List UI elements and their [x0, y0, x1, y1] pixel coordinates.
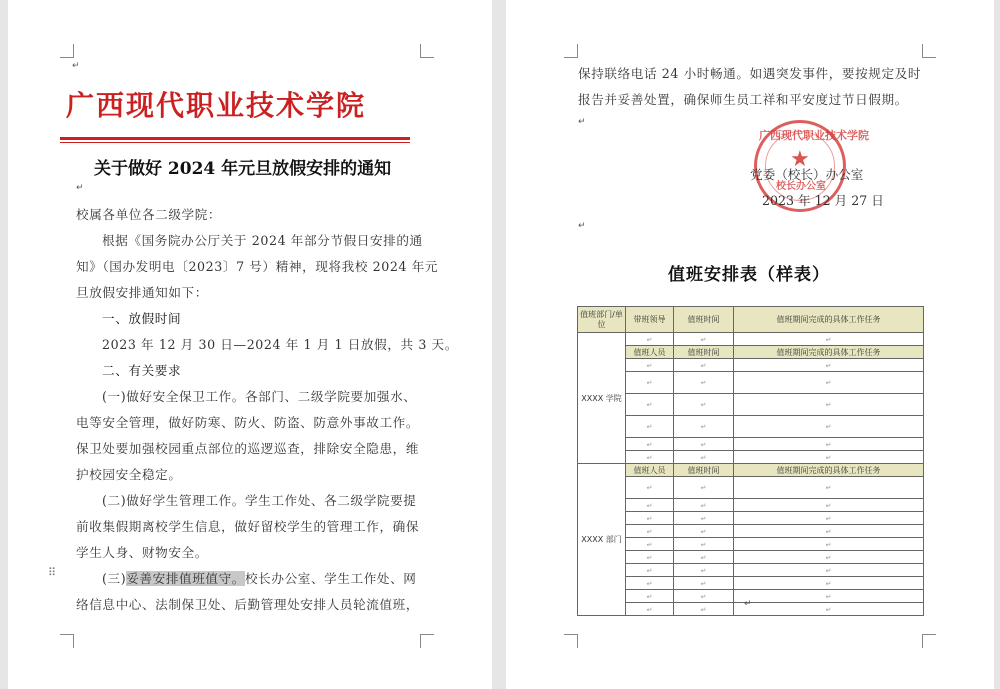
document-page-right	[506, 0, 994, 689]
table-header-row	[578, 307, 924, 333]
requirement-3-line[interactable]	[102, 568, 417, 587]
requirement-3-prefix: (三)	[102, 571, 127, 586]
table-cell[interactable]: ↵	[734, 512, 924, 525]
crop-mark	[60, 44, 74, 58]
table-cell[interactable]: ↵	[626, 333, 674, 346]
table-cell[interactable]: ↵	[674, 451, 734, 464]
table-cell[interactable]: ↵	[674, 438, 734, 451]
subheader-staff[interactable]: 值班人员	[626, 346, 674, 359]
table-cell[interactable]: ↵	[734, 372, 924, 394]
intro-line[interactable]: 根据《国务院办公厅关于 2024 年部分节假日安排的通	[102, 233, 423, 248]
paragraph-mark: ↵	[76, 183, 84, 193]
requirement-2-line[interactable]: 学生人身、财物安全。	[76, 545, 208, 560]
table-cell[interactable]: ↵	[626, 499, 674, 512]
table-row	[578, 499, 924, 512]
table-cell[interactable]: ↵	[626, 438, 674, 451]
table-cell[interactable]: ↵	[626, 525, 674, 538]
duty-schedule-table[interactable]	[577, 306, 924, 616]
table-cell[interactable]: ↵	[674, 499, 734, 512]
table-cell[interactable]: ↵	[674, 590, 734, 603]
table-cell[interactable]: ↵	[626, 477, 674, 499]
table-row	[578, 477, 924, 499]
table-cell[interactable]: ↵	[734, 590, 924, 603]
table-cell[interactable]: ↵	[734, 451, 924, 464]
table-row	[578, 333, 924, 346]
notice-title[interactable]: 关于做好 2024 年元旦放假安排的通知	[94, 159, 392, 179]
table-cell[interactable]: ↵	[674, 538, 734, 551]
table-cell[interactable]: ↵	[734, 333, 924, 346]
header-dept[interactable]: 值班部门/单位	[578, 307, 626, 333]
subheader-task[interactable]: 值班期间完成的具体工作任务	[734, 346, 924, 359]
table-row	[578, 564, 924, 577]
crop-mark	[420, 634, 434, 648]
continued-text-line[interactable]: 报告并妥善处置，确保师生员工祥和平安度过节日假期。	[578, 92, 908, 107]
paragraph-mark: ↵	[744, 599, 752, 609]
subheader-time[interactable]: 值班时间	[674, 346, 734, 359]
subheader-time[interactable]: 值班时间	[674, 464, 734, 477]
requirement-3-line[interactable]: 络信息中心、法制保卫处、后勤管理处安排人员轮流值班，	[76, 597, 420, 612]
continued-text-line[interactable]: 保持联络电话 24 小时畅通。如遇突发事件，要按规定及时	[578, 66, 922, 81]
table-cell[interactable]: ↵	[674, 394, 734, 416]
requirement-2-line[interactable]: (二)做好学生管理工作。学生工作处、各二级学院要提	[102, 493, 417, 508]
group-2-dept-cell[interactable]: XXXX 部门	[578, 464, 626, 616]
table-subheader-row	[578, 464, 924, 477]
school-name-header: 广西现代职业技术学院	[66, 89, 367, 122]
header-leader[interactable]: 带班领导	[626, 307, 674, 333]
table-row	[578, 525, 924, 538]
table-row	[578, 538, 924, 551]
group-1-dept-cell[interactable]: XXXX 学院	[578, 333, 626, 464]
header-time[interactable]: 值班时间	[674, 307, 734, 333]
table-cell[interactable]: ↵	[674, 477, 734, 499]
crop-mark	[564, 44, 578, 58]
table-cell[interactable]: ↵	[674, 603, 734, 616]
table-cell[interactable]: ↵	[734, 564, 924, 577]
table-cell[interactable]: ↵	[734, 394, 924, 416]
table-cell[interactable]: ↵	[674, 416, 734, 438]
table-cell[interactable]: ↵	[626, 538, 674, 551]
header-rule-thick	[60, 137, 410, 140]
crop-mark	[564, 634, 578, 648]
intro-line[interactable]: 知》（国办发明电〔2023〕7 号）精神，现将我校 2024 年元	[76, 259, 439, 274]
table-cell[interactable]: ↵	[626, 416, 674, 438]
table-cell[interactable]: ↵	[734, 477, 924, 499]
table-row	[578, 577, 924, 590]
drag-handle-icon[interactable]: ⠿	[48, 566, 57, 579]
table-subheader-row	[578, 346, 924, 359]
crop-mark	[922, 44, 936, 58]
requirement-1-line[interactable]: (一)做好安全保卫工作。各部门、二级学院要加强水、	[102, 389, 417, 404]
table-cell[interactable]: ↵	[626, 372, 674, 394]
section-heading-requirements[interactable]: 二、有关要求	[102, 363, 182, 378]
crop-mark	[420, 44, 434, 58]
seal-name-text: 广西现代职业技术学院	[759, 129, 869, 142]
subheader-staff[interactable]: 值班人员	[626, 464, 674, 477]
section-heading-vacation-time[interactable]: 一、放假时间	[102, 311, 182, 326]
requirement-3-rest: 校长办公室、学生工作处、网	[244, 571, 417, 586]
table-cell[interactable]: ↵	[674, 512, 734, 525]
table-row	[578, 359, 924, 372]
table-cell[interactable]: ↵	[674, 359, 734, 372]
table-row	[578, 394, 924, 416]
requirement-1-line[interactable]: 电等安全管理，做好防寒、防火、防盗、防意外事故工作。	[76, 415, 420, 430]
crop-mark	[922, 634, 936, 648]
table-cell[interactable]: ↵	[674, 577, 734, 590]
table-row	[578, 551, 924, 564]
table-row	[578, 512, 924, 525]
table-cell[interactable]: ↵	[734, 577, 924, 590]
document-page-left	[8, 0, 492, 689]
table-cell[interactable]: ↵	[734, 603, 924, 616]
header-task[interactable]: 值班期间完成的具体工作任务	[734, 307, 924, 333]
requirement-2-line[interactable]: 前收集假期离校学生信息，做好留校学生的管理工作，确保	[76, 519, 420, 534]
signature-date[interactable]: 2023 年 12 月 27 日	[762, 193, 884, 208]
table-cell[interactable]: ↵	[626, 564, 674, 577]
paragraph-mark: ↵	[72, 61, 80, 71]
duty-table-title[interactable]: 值班安排表（样表）	[668, 265, 830, 285]
requirement-1-line[interactable]: 保卫处要加强校园重点部位的巡逻巡查，排除安全隐患，维	[76, 441, 420, 456]
table-cell[interactable]: ↵	[734, 499, 924, 512]
table-cell[interactable]: ↵	[626, 603, 674, 616]
table-cell[interactable]: ↵	[674, 372, 734, 394]
paragraph-mark: ↵	[578, 117, 586, 127]
table-cell[interactable]: ↵	[734, 416, 924, 438]
table-row	[578, 416, 924, 438]
intro-line[interactable]: 旦放假安排通知如下：	[76, 285, 208, 300]
table-cell[interactable]: ↵	[626, 512, 674, 525]
table-cell[interactable]: ↵	[626, 577, 674, 590]
table-cell[interactable]: ↵	[734, 551, 924, 564]
vacation-dates-text[interactable]: 2023 年 12 月 30 日—2024 年 1 月 1 日放假，共 3 天。	[102, 337, 458, 352]
selected-text-highlight[interactable]: 妥善安排值班值守。	[126, 571, 245, 586]
table-row	[578, 438, 924, 451]
header-rule-thin	[60, 142, 410, 143]
table-cell[interactable]: ↵	[626, 451, 674, 464]
seal-sub-text: 校长办公室	[776, 181, 826, 192]
signature-office[interactable]: 党委（校长）办公室	[750, 167, 864, 182]
table-cell[interactable]: ↵	[674, 564, 734, 577]
table-cell[interactable]: ↵	[734, 525, 924, 538]
seal-star-icon: ★	[790, 147, 810, 172]
table-cell[interactable]: ↵	[734, 359, 924, 372]
salutation-text[interactable]: 校属各单位各二级学院：	[76, 207, 222, 222]
requirement-1-line[interactable]: 护校园安全稳定。	[76, 467, 182, 482]
table-cell[interactable]: ↵	[674, 525, 734, 538]
subheader-task[interactable]: 值班期间完成的具体工作任务	[734, 464, 924, 477]
table-cell[interactable]: ↵	[626, 590, 674, 603]
table-row	[578, 451, 924, 464]
table-cell[interactable]: ↵	[734, 538, 924, 551]
table-cell[interactable]: ↵	[734, 438, 924, 451]
crop-mark	[60, 634, 74, 648]
table-cell[interactable]: ↵	[626, 394, 674, 416]
table-cell[interactable]: ↵	[674, 333, 734, 346]
table-row	[578, 372, 924, 394]
table-cell[interactable]: ↵	[626, 359, 674, 372]
table-cell[interactable]: ↵	[674, 551, 734, 564]
paragraph-mark: ↵	[578, 221, 586, 231]
table-cell[interactable]: ↵	[626, 551, 674, 564]
